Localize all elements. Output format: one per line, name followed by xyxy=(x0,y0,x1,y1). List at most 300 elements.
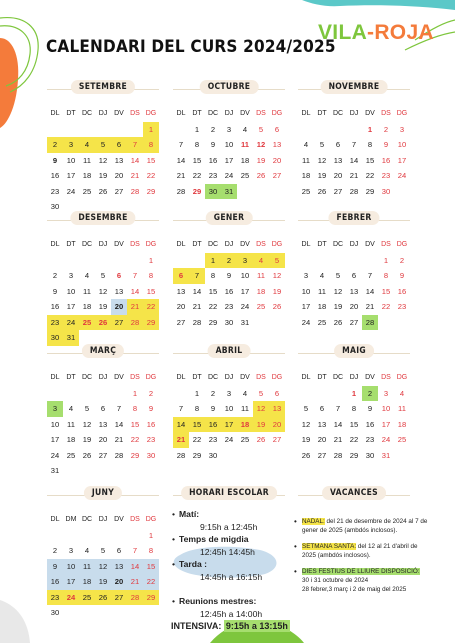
weekday-label: DM xyxy=(65,516,77,524)
empty-cell xyxy=(63,386,79,402)
vacances-item-setmana-santa: • SETMANA SANTA: del 12 al 21 d'abril de 2025 (ambdós inclosos). xyxy=(294,542,418,559)
day-cell: 18 xyxy=(237,417,253,433)
day-cell: 1 xyxy=(143,122,159,138)
day-cell: 14 xyxy=(192,286,202,296)
day-cell: 27 xyxy=(111,590,127,606)
day-cell: 11 xyxy=(83,286,91,296)
day-cell: 25 xyxy=(256,302,266,312)
day-cell: 22 xyxy=(381,302,391,312)
day-cell: 18 xyxy=(397,419,407,429)
empty-cell xyxy=(47,528,63,544)
empty-cell xyxy=(111,528,127,544)
day-cell: 20 xyxy=(176,302,186,312)
day-cell: 27 xyxy=(349,317,359,327)
month-name: FEBRER xyxy=(328,211,379,225)
day-cell: 5 xyxy=(95,137,111,153)
day-cell: 20 xyxy=(269,417,285,433)
day-cell: 3 xyxy=(68,546,74,556)
reunions-time: 12:45h a 14:00h xyxy=(200,608,263,619)
day-cell: 16 xyxy=(146,419,156,429)
day-cell: 20 xyxy=(317,435,327,445)
weekday-label: DJ xyxy=(98,374,108,382)
day-cell: 19 xyxy=(301,435,311,445)
day-cell: 27 xyxy=(317,450,327,460)
weekday-label: DS xyxy=(130,241,140,249)
day-cell: 26 xyxy=(95,590,111,606)
weekday-label: DT xyxy=(317,110,327,118)
weekday-label: DC xyxy=(332,374,344,382)
day-cell: 6 xyxy=(116,271,122,281)
mati-time: 9:15h a 12:45h xyxy=(200,521,258,532)
weekday-label: DL xyxy=(50,374,60,382)
day-cell: 26 xyxy=(256,435,266,445)
vacances-list xyxy=(293,517,428,601)
day-cell: 19 xyxy=(256,155,266,165)
empty-cell xyxy=(298,122,314,138)
day-cell: 3 xyxy=(383,388,389,398)
weekday-label: DL xyxy=(301,110,311,118)
weekday-label: DT xyxy=(66,110,76,118)
empty-cell xyxy=(173,122,189,138)
weekday-label: DV xyxy=(114,110,124,118)
setmana-santa-label: SETMANA SANTA: xyxy=(302,543,357,550)
day-cell: 22 xyxy=(143,574,159,590)
day-cell: 2 xyxy=(399,255,405,265)
day-cell: 25 xyxy=(79,590,95,606)
month-febrer xyxy=(298,211,410,330)
empty-cell xyxy=(95,528,111,544)
empty-cell xyxy=(95,386,111,402)
day-cell: 5 xyxy=(335,271,341,281)
empty-cell xyxy=(330,386,346,402)
day-cell: 6 xyxy=(116,546,122,556)
day-cell: 22 xyxy=(146,171,156,181)
empty-cell xyxy=(79,528,95,544)
day-cell: 19 xyxy=(95,574,111,590)
weekday-label: DG xyxy=(145,241,157,249)
day-cell: 5 xyxy=(84,404,90,414)
weekday-label: DL xyxy=(301,241,311,249)
day-cell: 15 xyxy=(208,286,218,296)
day-cell: 28 xyxy=(333,450,343,460)
day-cell: 26 xyxy=(301,450,311,460)
day-cell: 1 xyxy=(148,255,154,265)
day-cell: 6 xyxy=(111,137,127,153)
day-cell: 2 xyxy=(362,386,378,402)
day-cell: 14 xyxy=(176,155,186,165)
logo-word-roja: ROJA xyxy=(374,21,434,44)
day-cell: 13 xyxy=(176,286,186,296)
day-cell: 24 xyxy=(240,302,250,312)
weekday-label: DG xyxy=(271,374,283,382)
day-cell: 17 xyxy=(224,155,234,165)
empty-cell xyxy=(79,122,95,138)
day-cell: 28 xyxy=(192,317,202,327)
day-cell: 26 xyxy=(272,302,282,312)
day-cell: 26 xyxy=(95,315,111,331)
day-cell: 29 xyxy=(192,450,202,460)
day-cell: 20 xyxy=(98,435,108,445)
day-cell: 2 xyxy=(210,124,216,134)
empty-cell xyxy=(314,122,330,138)
day-cell: 30 xyxy=(365,450,375,460)
day-cell: 8 xyxy=(383,271,389,281)
day-cell: 7 xyxy=(178,140,184,150)
day-cell: 6 xyxy=(274,388,280,398)
empty-cell xyxy=(95,122,111,138)
day-cell: 18 xyxy=(82,171,92,181)
day-cell: 14 xyxy=(127,559,143,575)
day-cell: 9 xyxy=(399,271,405,281)
day-cell: 7 xyxy=(189,268,205,284)
day-cell: 23 xyxy=(224,302,234,312)
day-cell: 14 xyxy=(114,419,124,429)
day-cell: 24 xyxy=(397,171,407,181)
day-cell: 1 xyxy=(205,253,221,269)
day-cell: 24 xyxy=(63,315,79,331)
day-cell: 1 xyxy=(148,530,154,540)
day-cell: 28 xyxy=(127,590,143,606)
day-cell: 12 xyxy=(272,271,282,281)
weekday-label: DL xyxy=(50,241,60,249)
month-grid xyxy=(47,237,159,346)
day-cell: 2 xyxy=(221,253,237,269)
weekday-label: DT xyxy=(192,110,202,118)
day-cell: 13 xyxy=(349,286,359,296)
day-cell: 22 xyxy=(192,435,202,445)
day-cell: 30 xyxy=(50,608,60,618)
day-cell: 6 xyxy=(335,140,341,150)
day-cell: 2 xyxy=(52,546,58,556)
day-cell: 14 xyxy=(333,419,343,429)
day-cell: 24 xyxy=(301,317,311,327)
weekday-label: DV xyxy=(365,110,375,118)
day-cell: 18 xyxy=(79,574,95,590)
day-cell: 29 xyxy=(146,186,156,196)
empty-cell xyxy=(314,386,330,402)
empty-cell xyxy=(111,122,127,138)
weekday-label: DC xyxy=(207,241,219,249)
weekday-label: DV xyxy=(240,241,250,249)
day-cell: 18 xyxy=(317,302,327,312)
empty-cell xyxy=(173,253,189,269)
day-cell: 23 xyxy=(381,171,391,181)
weekday-label: DC xyxy=(81,374,93,382)
day-cell: 21 xyxy=(173,432,189,448)
month-grid xyxy=(173,106,285,199)
weekday-label: DJ xyxy=(349,241,359,249)
day-cell: 28 xyxy=(349,186,359,196)
weekday-label: DG xyxy=(271,241,283,249)
day-cell: 13 xyxy=(111,559,127,575)
reunions-label: Reunions mestres: xyxy=(179,596,257,606)
day-cell: 27 xyxy=(176,317,186,327)
day-cell: 9 xyxy=(52,155,58,165)
day-cell: 21 xyxy=(127,574,143,590)
weekday-label: DC xyxy=(81,516,93,524)
day-cell: 29 xyxy=(143,590,159,606)
weekday-label: DJ xyxy=(349,374,359,382)
weekday-label: DS xyxy=(130,516,140,524)
day-cell: 30 xyxy=(381,186,391,196)
empty-cell xyxy=(314,253,330,269)
month-novembre xyxy=(298,80,410,199)
weekday-label: DC xyxy=(332,241,344,249)
day-cell: 18 xyxy=(82,302,92,312)
weekday-label: DL xyxy=(50,516,60,524)
migdia-label: Temps de migdia xyxy=(179,534,249,544)
day-cell: 2 xyxy=(383,124,389,134)
school-schedule: • Matí: 9:15h a 12:45h • Temps de migdia 12:45h 14:45h • Tarda : 14:45h a 16:15h • Reunions mestres: 12:45h a 14:00h xyxy=(172,508,292,620)
day-cell: 26 xyxy=(98,186,108,196)
day-cell: 8 xyxy=(210,271,216,281)
day-cell: 13 xyxy=(333,155,343,165)
day-cell: 30 xyxy=(208,450,218,460)
day-cell: 15 xyxy=(189,417,205,433)
day-cell: 29 xyxy=(130,450,140,460)
day-cell: 16 xyxy=(208,155,218,165)
day-cell: 20 xyxy=(111,574,127,590)
day-cell: 28 xyxy=(362,315,378,331)
day-cell: 2 xyxy=(148,388,154,398)
day-cell: 17 xyxy=(301,302,311,312)
day-cell: 12 xyxy=(333,286,343,296)
weekday-label: DS xyxy=(256,374,266,382)
day-cell: 17 xyxy=(63,574,79,590)
weekday-label: DJ xyxy=(349,110,359,118)
day-cell: 3 xyxy=(226,124,232,134)
logo-small-text: escola xyxy=(319,9,354,20)
vacances-item-festius: • DIES FESTIUS DE LLIURE DISPOSICIÓ: 30 i 31 octubre de 2024 28 febrer,3 març i 2 de maig del 2025 xyxy=(294,567,420,593)
day-cell: 31 xyxy=(63,330,79,346)
intensiva-schedule xyxy=(171,621,290,631)
weekday-label: DJ xyxy=(224,374,234,382)
day-cell: 29 xyxy=(365,186,375,196)
day-cell: 23 xyxy=(47,315,63,331)
day-cell: 24 xyxy=(50,450,60,460)
day-cell: 25 xyxy=(66,450,76,460)
day-cell: 17 xyxy=(221,417,237,433)
day-cell: 7 xyxy=(116,404,122,414)
month-grid xyxy=(298,237,410,330)
day-cell: 10 xyxy=(397,140,407,150)
day-cell: 5 xyxy=(319,140,325,150)
day-cell: 30 xyxy=(224,317,234,327)
day-cell: 7 xyxy=(335,404,341,414)
month-name: GENER xyxy=(206,211,253,225)
empty-cell xyxy=(47,386,63,402)
day-cell: 27 xyxy=(111,315,127,331)
day-cell: 30 xyxy=(205,184,221,200)
weekday-label: DJ xyxy=(98,110,108,118)
day-cell: 5 xyxy=(100,546,106,556)
day-cell: 23 xyxy=(146,435,156,445)
day-cell: 15 xyxy=(130,419,140,429)
festius-label: DIES FESTIUS DE LLIURE DISPOSICIÓ: xyxy=(302,568,420,575)
day-cell: 9 xyxy=(52,286,58,296)
day-cell: 10 xyxy=(66,286,76,296)
day-cell: 23 xyxy=(365,435,375,445)
day-cell: 20 xyxy=(349,302,359,312)
day-cell: 8 xyxy=(194,140,200,150)
day-cell: 1 xyxy=(351,388,357,398)
weekday-label: DS xyxy=(256,241,266,249)
day-cell: 19 xyxy=(98,302,108,312)
day-cell: 27 xyxy=(98,450,108,460)
day-cell: 23 xyxy=(397,302,407,312)
day-cell: 21 xyxy=(365,302,375,312)
month-juny xyxy=(47,486,159,621)
weekday-label: DT xyxy=(317,374,327,382)
day-cell: 10 xyxy=(63,559,79,575)
day-cell: 1 xyxy=(367,124,373,134)
day-cell: 28 xyxy=(127,315,143,331)
school-logo: escola VILA-ROJA xyxy=(318,9,434,44)
weekday-label: DG xyxy=(145,374,157,382)
weekday-label: DS xyxy=(256,110,266,118)
day-cell: 16 xyxy=(381,155,391,165)
day-cell: 12 xyxy=(301,419,311,429)
day-cell: 4 xyxy=(303,140,309,150)
weekday-label: DC xyxy=(207,374,219,382)
day-cell: 6 xyxy=(173,268,189,284)
weekday-label: DS xyxy=(381,241,391,249)
day-cell: 12 xyxy=(256,140,266,150)
day-cell: 24 xyxy=(224,171,234,181)
month-name: MARÇ xyxy=(82,344,124,358)
day-cell: 28 xyxy=(176,186,186,196)
month-grid xyxy=(173,237,285,330)
day-cell: 11 xyxy=(318,286,326,296)
day-cell: 11 xyxy=(302,155,310,165)
day-cell: 25 xyxy=(240,435,250,445)
month-grid xyxy=(47,512,159,621)
day-cell: 11 xyxy=(240,140,250,150)
weekday-label: DT xyxy=(317,241,327,249)
day-cell: 21 xyxy=(192,302,202,312)
day-cell: 22 xyxy=(143,299,159,315)
day-cell: 26 xyxy=(333,317,343,327)
empty-cell xyxy=(362,253,378,269)
day-cell: 8 xyxy=(351,404,357,414)
day-cell: 6 xyxy=(274,124,280,134)
day-cell: 2 xyxy=(52,271,58,281)
day-cell: 31 xyxy=(240,317,250,327)
day-cell: 15 xyxy=(192,155,202,165)
day-cell: 29 xyxy=(208,317,218,327)
day-cell: 22 xyxy=(349,435,359,445)
day-cell: 20 xyxy=(114,171,124,181)
day-cell: 22 xyxy=(130,435,140,445)
day-cell: 19 xyxy=(333,302,343,312)
day-cell: 6 xyxy=(319,404,325,414)
day-cell: 2 xyxy=(210,388,216,398)
day-cell: 31 xyxy=(50,466,60,476)
day-cell: 10 xyxy=(66,155,76,165)
day-cell: 13 xyxy=(114,286,124,296)
weekday-label: DS xyxy=(381,110,391,118)
day-cell: 18 xyxy=(301,171,311,181)
day-cell: 8 xyxy=(143,137,159,153)
day-cell: 29 xyxy=(192,186,202,196)
empty-cell xyxy=(330,253,346,269)
month-grid xyxy=(47,106,159,215)
day-cell: 8 xyxy=(148,271,154,281)
weekday-label: DS xyxy=(130,110,140,118)
day-cell: 22 xyxy=(208,302,218,312)
day-cell: 1 xyxy=(194,388,200,398)
empty-cell xyxy=(63,122,79,138)
weekday-label: DJ xyxy=(224,241,234,249)
weekday-label: DJ xyxy=(98,516,108,524)
weekday-label: DC xyxy=(332,110,344,118)
day-cell: 14 xyxy=(130,286,140,296)
month-name: MAIG xyxy=(334,344,374,358)
day-cell: 19 xyxy=(272,286,282,296)
weekday-label: DG xyxy=(271,110,283,118)
tarda-label: Tarda : xyxy=(179,559,208,569)
day-cell: 7 xyxy=(127,137,143,153)
day-cell: 5 xyxy=(258,124,264,134)
weekday-label: DT xyxy=(66,374,76,382)
day-cell: 4 xyxy=(84,271,90,281)
day-cell: 23 xyxy=(47,590,63,606)
day-cell: 3 xyxy=(68,271,74,281)
day-cell: 26 xyxy=(82,450,92,460)
day-cell: 6 xyxy=(100,404,106,414)
day-cell: 11 xyxy=(398,404,406,414)
day-cell: 8 xyxy=(132,404,138,414)
day-cell: 12 xyxy=(98,155,108,165)
day-cell: 31 xyxy=(221,184,237,200)
nadal-text: del 21 de desembre de 2024 al 7 de gener de 2025 (ambdós inclosos). xyxy=(302,518,428,534)
empty-cell xyxy=(346,253,362,269)
day-cell: 16 xyxy=(365,419,375,429)
day-cell: 29 xyxy=(349,450,359,460)
day-cell: 24 xyxy=(224,435,234,445)
day-cell: 19 xyxy=(317,171,327,181)
migdia-time: 12:45h 14:45h xyxy=(200,546,255,557)
month-name: SETEMBRE xyxy=(71,80,135,94)
day-cell: 19 xyxy=(253,417,269,433)
day-cell: 16 xyxy=(47,574,63,590)
month-grid xyxy=(47,370,159,479)
day-cell: 21 xyxy=(130,171,140,181)
empty-cell xyxy=(63,253,79,269)
month-marc xyxy=(47,344,159,479)
day-cell: 8 xyxy=(194,404,200,414)
day-cell: 7 xyxy=(132,546,138,556)
day-cell: 4 xyxy=(242,388,248,398)
day-cell: 12 xyxy=(82,419,92,429)
empty-cell xyxy=(95,253,111,269)
day-cell: 30 xyxy=(50,202,60,212)
day-cell: 28 xyxy=(130,186,140,196)
day-cell: 19 xyxy=(82,435,92,445)
day-cell: 7 xyxy=(132,271,138,281)
day-cell: 11 xyxy=(257,271,265,281)
day-cell: 8 xyxy=(148,546,154,556)
day-cell: 29 xyxy=(143,315,159,331)
day-cell: 4 xyxy=(68,404,74,414)
vacances-header xyxy=(298,486,410,512)
day-cell: 7 xyxy=(178,404,184,414)
day-cell: 24 xyxy=(381,435,391,445)
weekday-label: DV xyxy=(365,241,375,249)
logo-word-vila: VILA xyxy=(318,21,368,44)
day-cell: 11 xyxy=(67,419,75,429)
day-cell: 13 xyxy=(317,419,327,429)
